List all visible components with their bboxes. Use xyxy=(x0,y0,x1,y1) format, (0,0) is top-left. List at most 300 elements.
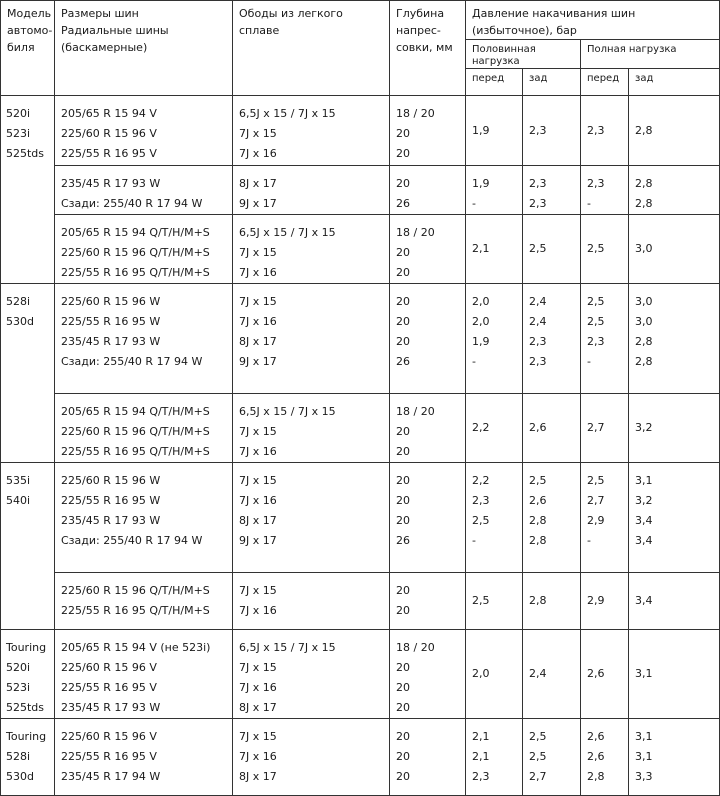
pressure-full-front-lines xyxy=(581,239,628,259)
pressure-full-rear: 3,4 xyxy=(635,514,653,527)
pressure-half-rear: 2,6 xyxy=(529,494,547,507)
header-pressure-label: Давление накачивания шин (избыточное), бар xyxy=(472,7,636,37)
rim-size-cell xyxy=(233,394,390,463)
header-depth-line: Глубина xyxy=(396,7,445,20)
rim-depth-cell xyxy=(390,463,466,573)
rim-size-cell xyxy=(233,719,390,796)
model-name: 528i xyxy=(6,295,31,308)
header-half-load xyxy=(466,40,581,69)
tire-size: 225/55 R 16 95 V xyxy=(61,750,157,763)
pressure-half-front: - xyxy=(472,534,476,547)
model-name-cell xyxy=(1,284,55,463)
model-name: 525tds xyxy=(6,701,45,714)
tire-size: 205/65 R 15 94 V xyxy=(61,107,157,120)
tire-size: 225/60 R 15 96 Q/T/H/M+S xyxy=(61,425,210,438)
tire-size-cell xyxy=(55,96,233,166)
tire-size: 205/65 R 15 94 Q/T/H/M+S xyxy=(61,226,210,239)
tire-size-lines xyxy=(55,96,232,164)
pressure-full-front-cell xyxy=(581,394,629,463)
pressure-half-rear-cell xyxy=(523,573,581,630)
pressure-full-rear: 3,1 xyxy=(635,750,653,763)
rim-depth: 20 xyxy=(396,681,410,694)
tire-size: 225/60 R 15 96 W xyxy=(61,295,161,308)
pressure-full-rear-cell xyxy=(629,166,720,215)
pressure-full-front: - xyxy=(587,534,591,547)
pressure-half-rear: 2,5 xyxy=(529,242,547,255)
pressure-half-rear: 2,4 xyxy=(529,315,547,328)
header-full-rear xyxy=(629,69,720,96)
tire-size: 225/55 R 16 95 W xyxy=(61,315,161,328)
pressure-full-front-lines xyxy=(581,166,628,214)
rim-depth-lines xyxy=(390,463,465,551)
pressure-half-rear-cell xyxy=(523,215,581,284)
model-name-cell xyxy=(1,719,55,796)
tire-size-cell xyxy=(55,573,233,630)
pressure-full-front-lines xyxy=(581,121,628,141)
tire-size: Сзади: 255/40 R 17 94 W xyxy=(61,534,203,547)
pressure-half-front: 2,3 xyxy=(472,494,490,507)
header-half-front xyxy=(466,69,523,96)
pressure-full-front: 2,6 xyxy=(587,667,605,680)
pressure-half-front: 1,9 xyxy=(472,177,490,190)
pressure-full-front: 2,7 xyxy=(587,421,605,434)
pressure-full-front-lines xyxy=(581,719,628,787)
pressure-half-rear-cell xyxy=(523,96,581,166)
rim-depth: 20 xyxy=(396,147,410,160)
pressure-half-front-cell xyxy=(466,573,523,630)
rim-size: 7J x 15 xyxy=(239,246,277,259)
pressure-half-front-lines xyxy=(466,284,522,372)
rim-depth-cell xyxy=(390,284,466,394)
pressure-half-rear: 2,8 xyxy=(529,534,547,547)
rim-depth: 18 / 20 xyxy=(396,226,435,239)
tire-size: 235/45 R 17 93 W xyxy=(61,177,161,190)
pressure-half-front-lines xyxy=(466,463,522,551)
pressure-full-rear: 3,4 xyxy=(635,594,653,607)
pressure-full-rear: 2,8 xyxy=(635,177,653,190)
model-name-cell xyxy=(1,463,55,630)
rim-depth: 20 xyxy=(396,701,410,714)
rim-size-cell xyxy=(233,284,390,394)
rim-size: 7J x 16 xyxy=(239,750,277,763)
pressure-half-front-cell xyxy=(466,630,523,719)
model-name-cell xyxy=(1,630,55,719)
model-name: 540i xyxy=(6,494,31,507)
rim-depth-lines xyxy=(390,630,465,718)
model-name: 523i xyxy=(6,127,31,140)
rim-depth: 20 xyxy=(396,661,410,674)
rim-depth-lines xyxy=(390,394,465,462)
tire-size: 225/55 R 16 95 Q/T/H/M+S xyxy=(61,604,210,617)
pressure-half-rear: 2,8 xyxy=(529,594,547,607)
pressure-half-front-lines xyxy=(466,719,522,787)
pressure-full-rear-lines xyxy=(629,463,719,551)
pressure-full-rear: 3,1 xyxy=(635,474,653,487)
pressure-half-rear: 2,6 xyxy=(529,421,547,434)
pressure-half-rear: 2,5 xyxy=(529,730,547,743)
rim-size: 7J x 16 xyxy=(239,604,277,617)
tire-size: 225/60 R 15 96 W xyxy=(61,474,161,487)
rim-size-cell xyxy=(233,166,390,215)
rim-size: 7J x 16 xyxy=(239,681,277,694)
pressure-full-front-cell xyxy=(581,215,629,284)
model-name-lines xyxy=(1,719,54,787)
pressure-half-front: 2,1 xyxy=(472,730,490,743)
rim-depth: 20 xyxy=(396,177,410,190)
rim-depth: 26 xyxy=(396,355,410,368)
rim-depth-lines xyxy=(390,573,465,621)
tire-size: 235/45 R 17 93 W xyxy=(61,514,161,527)
tire-size-lines xyxy=(55,284,232,372)
pressure-full-front-lines xyxy=(581,463,628,551)
pressure-full-front-cell xyxy=(581,166,629,215)
rim-size-lines xyxy=(233,284,389,372)
header-tire-line: (баскамерные) xyxy=(61,41,148,54)
pressure-half-front-lines xyxy=(466,664,522,684)
model-name: 520i xyxy=(6,661,31,674)
rim-size: 9J x 17 xyxy=(239,197,277,210)
table-row xyxy=(1,630,720,719)
pressure-half-front-lines xyxy=(466,166,522,214)
rim-size: 6,5J x 15 / 7J x 15 xyxy=(239,226,336,239)
table-row xyxy=(1,96,720,166)
tire-size: 225/60 R 15 96 V xyxy=(61,730,157,743)
model-name-lines xyxy=(1,463,54,511)
header-full-front xyxy=(581,69,629,96)
rim-depth: 20 xyxy=(396,474,410,487)
pressure-half-rear-cell xyxy=(523,719,581,796)
rim-size: 9J x 17 xyxy=(239,355,277,368)
pressure-full-rear: 3,1 xyxy=(635,667,653,680)
table-row xyxy=(1,463,720,573)
pressure-half-front-cell xyxy=(466,719,523,796)
rim-depth-cell xyxy=(390,166,466,215)
tire-size: 235/45 R 17 94 W xyxy=(61,770,161,783)
model-name: 530d xyxy=(6,770,34,783)
model-name: 530d xyxy=(6,315,34,328)
rim-depth: 20 xyxy=(396,494,410,507)
pressure-full-rear-cell xyxy=(629,719,720,796)
pressure-full-rear: 2,8 xyxy=(635,335,653,348)
pressure-half-rear-lines xyxy=(523,719,580,787)
header-depth xyxy=(390,1,466,96)
pressure-full-rear-cell xyxy=(629,573,720,630)
rim-size-lines xyxy=(233,96,389,164)
tire-size: 235/45 R 17 93 W xyxy=(61,701,161,714)
rim-depth-cell xyxy=(390,215,466,284)
model-name-lines xyxy=(1,630,54,718)
rim-depth: 18 / 20 xyxy=(396,107,435,120)
pressure-half-rear-lines xyxy=(523,121,580,141)
model-name: 520i xyxy=(6,107,31,120)
pressure-full-front: 2,5 xyxy=(587,242,605,255)
rim-size: 8J x 17 xyxy=(239,335,277,348)
header-rear-label: зад xyxy=(529,73,548,84)
header-depth-line: напрес- xyxy=(396,24,441,37)
rim-depth: 20 xyxy=(396,315,410,328)
rim-size-cell xyxy=(233,215,390,284)
rim-size: 7J x 16 xyxy=(239,266,277,279)
rim-depth-lines xyxy=(390,719,465,787)
pressure-half-front-cell xyxy=(466,284,523,394)
rim-depth: 20 xyxy=(396,295,410,308)
pressure-half-rear: 2,8 xyxy=(529,514,547,527)
pressure-half-front: 2,1 xyxy=(472,750,490,763)
pressure-full-rear: 3,2 xyxy=(635,494,653,507)
header-rims xyxy=(233,1,390,96)
rim-depth-lines xyxy=(390,215,465,283)
pressure-half-rear-cell xyxy=(523,284,581,394)
pressure-full-front: 2,9 xyxy=(587,594,605,607)
pressure-full-front: 2,8 xyxy=(587,770,605,783)
rim-size-lines xyxy=(233,573,389,621)
pressure-half-front: 2,0 xyxy=(472,295,490,308)
rim-size: 7J x 15 xyxy=(239,474,277,487)
rim-size: 7J x 16 xyxy=(239,494,277,507)
tire-size-cell xyxy=(55,394,233,463)
pressure-full-front-cell xyxy=(581,463,629,573)
pressure-full-front: 2,7 xyxy=(587,494,605,507)
rim-size-lines xyxy=(233,463,389,551)
pressure-half-rear-cell xyxy=(523,630,581,719)
pressure-full-front: 2,3 xyxy=(587,177,605,190)
pressure-half-rear-lines xyxy=(523,418,580,438)
pressure-full-rear: 3,0 xyxy=(635,242,653,255)
header-rims-label: Ободы из легкого сплаве xyxy=(239,7,343,37)
header-half-load-label: Половинная нагрузка xyxy=(472,44,536,67)
pressure-half-front: 2,2 xyxy=(472,421,490,434)
pressure-half-rear-cell xyxy=(523,463,581,573)
pressure-half-rear: 2,3 xyxy=(529,197,547,210)
rim-size: 7J x 15 xyxy=(239,661,277,674)
rim-depth: 20 xyxy=(396,584,410,597)
pressure-full-rear-lines xyxy=(629,664,719,684)
pressure-half-rear-lines xyxy=(523,664,580,684)
pressure-full-front: 2,6 xyxy=(587,730,605,743)
pressure-full-front-cell xyxy=(581,719,629,796)
pressure-half-rear-cell xyxy=(523,394,581,463)
header-model-line: автомо- xyxy=(7,24,53,37)
pressure-full-rear: 3,1 xyxy=(635,730,653,743)
pressure-full-rear-lines xyxy=(629,719,719,787)
rim-size-cell xyxy=(233,630,390,719)
pressure-half-rear: 2,4 xyxy=(529,295,547,308)
pressure-half-rear-cell xyxy=(523,166,581,215)
pressure-half-rear-lines xyxy=(523,166,580,214)
rim-depth: 18 / 20 xyxy=(396,405,435,418)
header-model-line: биля xyxy=(7,41,35,54)
pressure-full-rear: 3,3 xyxy=(635,770,653,783)
pressure-half-front: 2,0 xyxy=(472,315,490,328)
table-row xyxy=(1,394,720,463)
pressure-full-rear: 2,8 xyxy=(635,123,653,137)
model-name-cell xyxy=(1,96,55,284)
pressure-half-front-cell xyxy=(466,96,523,166)
pressure-full-front: - xyxy=(587,355,591,368)
pressure-half-rear: 2,3 xyxy=(529,123,547,137)
pressure-half-rear-lines xyxy=(523,239,580,259)
pressure-full-rear-cell xyxy=(629,284,720,394)
pressure-half-front: 2,2 xyxy=(472,474,490,487)
tire-size-lines xyxy=(55,463,232,551)
model-name: 528i xyxy=(6,750,31,763)
header-full-load xyxy=(581,40,720,69)
tire-size-cell xyxy=(55,166,233,215)
header-depth-line: совки, мм xyxy=(396,41,453,54)
pressure-half-front-lines xyxy=(466,121,522,141)
pressure-full-front-cell xyxy=(581,573,629,630)
pressure-half-front: 2,5 xyxy=(472,514,490,527)
pressure-full-front: 2,5 xyxy=(587,474,605,487)
table-row xyxy=(1,215,720,284)
pressure-half-rear: 2,3 xyxy=(529,177,547,190)
pressure-full-rear-lines xyxy=(629,418,719,438)
rim-size: 7J x 15 xyxy=(239,425,277,438)
pressure-half-front-cell xyxy=(466,394,523,463)
pressure-full-rear: 3,0 xyxy=(635,295,653,308)
header-tire-size xyxy=(55,1,233,96)
rim-depth: 20 xyxy=(396,246,410,259)
rim-depth: 20 xyxy=(396,266,410,279)
pressure-full-front-cell xyxy=(581,284,629,394)
rim-size-cell xyxy=(233,573,390,630)
rim-depth: 26 xyxy=(396,534,410,547)
pressure-full-rear-cell xyxy=(629,96,720,166)
pressure-full-rear: 2,8 xyxy=(635,355,653,368)
tire-size: 225/55 R 16 95 V xyxy=(61,681,157,694)
rim-size: 8J x 17 xyxy=(239,770,277,783)
pressure-full-front-cell xyxy=(581,96,629,166)
rim-size: 7J x 15 xyxy=(239,730,277,743)
tire-size: 225/55 R 16 95 Q/T/H/M+S xyxy=(61,445,210,458)
tire-size: 235/45 R 17 93 W xyxy=(61,335,161,348)
rim-depth: 20 xyxy=(396,335,410,348)
rim-depth: 20 xyxy=(396,425,410,438)
pressure-half-front: 2,0 xyxy=(472,667,490,680)
rim-size: 6,5J x 15 / 7J x 15 xyxy=(239,107,336,120)
rim-size: 6,5J x 15 / 7J x 15 xyxy=(239,641,336,654)
tire-size: 225/55 R 16 95 Q/T/H/M+S xyxy=(61,266,210,279)
pressure-full-rear: 2,8 xyxy=(635,197,653,210)
pressure-full-rear-cell xyxy=(629,463,720,573)
pressure-half-front-cell xyxy=(466,463,523,573)
rim-depth: 20 xyxy=(396,770,410,783)
pressure-half-rear: 2,5 xyxy=(529,750,547,763)
tire-size-cell xyxy=(55,215,233,284)
pressure-full-front: 2,6 xyxy=(587,750,605,763)
rim-size: 7J x 15 xyxy=(239,127,277,140)
tire-size-lines xyxy=(55,215,232,283)
table-row xyxy=(1,573,720,630)
tire-size-lines xyxy=(55,719,232,787)
tire-size: 205/65 R 15 94 Q/T/H/M+S xyxy=(61,405,210,418)
header-tire-line: Радиальные шины xyxy=(61,24,169,37)
table-row xyxy=(1,284,720,394)
rim-depth: 20 xyxy=(396,127,410,140)
rim-size-cell xyxy=(233,463,390,573)
model-name-lines xyxy=(1,284,54,332)
tire-size-cell xyxy=(55,719,233,796)
pressure-half-rear: 2,4 xyxy=(529,667,547,680)
tire-size-cell xyxy=(55,463,233,573)
pressure-half-front-cell xyxy=(466,166,523,215)
rim-depth-lines xyxy=(390,96,465,164)
pressure-half-rear: 2,3 xyxy=(529,355,547,368)
pressure-half-front-cell xyxy=(466,215,523,284)
pressure-full-rear-cell xyxy=(629,394,720,463)
rim-size: 7J x 16 xyxy=(239,445,277,458)
pressure-full-rear-cell xyxy=(629,215,720,284)
pressure-half-rear: 2,5 xyxy=(529,474,547,487)
table-row xyxy=(1,719,720,796)
pressure-half-rear-lines xyxy=(523,463,580,551)
rim-size: 8J x 17 xyxy=(239,514,277,527)
pressure-half-front-lines xyxy=(466,418,522,438)
tire-size: 225/60 R 15 96 V xyxy=(61,661,157,674)
rim-size: 7J x 16 xyxy=(239,147,277,160)
pressure-full-front: 2,3 xyxy=(587,335,605,348)
table-body xyxy=(1,96,720,796)
pressure-full-front: 2,5 xyxy=(587,315,605,328)
pressure-full-front-lines xyxy=(581,591,628,611)
pressure-full-front-lines xyxy=(581,418,628,438)
pressure-half-front: - xyxy=(472,355,476,368)
rim-size-lines xyxy=(233,630,389,718)
pressure-half-front-lines xyxy=(466,591,522,611)
header-model-line: Модель xyxy=(7,7,52,20)
model-name: Touring xyxy=(6,730,47,743)
tire-size-cell xyxy=(55,284,233,394)
tire-size: 225/60 R 15 96 Q/T/H/M+S xyxy=(61,246,210,259)
header-front-label: перед xyxy=(587,73,620,84)
pressure-half-front: 1,9 xyxy=(472,123,490,137)
pressure-half-rear: 2,7 xyxy=(529,770,547,783)
pressure-full-front-cell xyxy=(581,630,629,719)
model-name: Touring xyxy=(6,641,47,654)
tire-size: 225/60 R 15 96 V xyxy=(61,127,157,140)
pressure-full-front-lines xyxy=(581,284,628,372)
rim-depth: 20 xyxy=(396,750,410,763)
rim-size-lines xyxy=(233,394,389,462)
rim-size: 8J x 17 xyxy=(239,177,277,190)
tire-size: 225/55 R 16 95 V xyxy=(61,147,157,160)
header-front-label: перед xyxy=(472,73,505,84)
tire-size: Сзади: 255/40 R 17 94 W xyxy=(61,355,203,368)
tire-size-cell xyxy=(55,630,233,719)
pressure-full-rear-lines xyxy=(629,239,719,259)
rim-depth: 20 xyxy=(396,445,410,458)
table-header xyxy=(1,1,720,96)
pressure-full-front: 2,3 xyxy=(587,123,605,137)
rim-size: 7J x 16 xyxy=(239,315,277,328)
tire-size-lines xyxy=(55,166,232,214)
rim-size: 9J x 17 xyxy=(239,534,277,547)
header-rear-label: зад xyxy=(635,73,654,84)
tire-size: 225/60 R 15 96 Q/T/H/M+S xyxy=(61,584,210,597)
pressure-full-front: 2,9 xyxy=(587,514,605,527)
rim-depth-cell xyxy=(390,573,466,630)
rim-size: 8J x 17 xyxy=(239,701,277,714)
header-full-load-label: Полная нагрузка xyxy=(587,44,677,55)
model-name-lines xyxy=(1,96,54,164)
pressure-half-front: - xyxy=(472,197,476,210)
rim-depth-lines xyxy=(390,166,465,214)
rim-depth-cell xyxy=(390,96,466,166)
model-name: 523i xyxy=(6,681,31,694)
pressure-full-rear: 3,2 xyxy=(635,421,653,434)
pressure-half-front: 1,9 xyxy=(472,335,490,348)
header-tire-line: Размеры шин xyxy=(61,7,139,20)
